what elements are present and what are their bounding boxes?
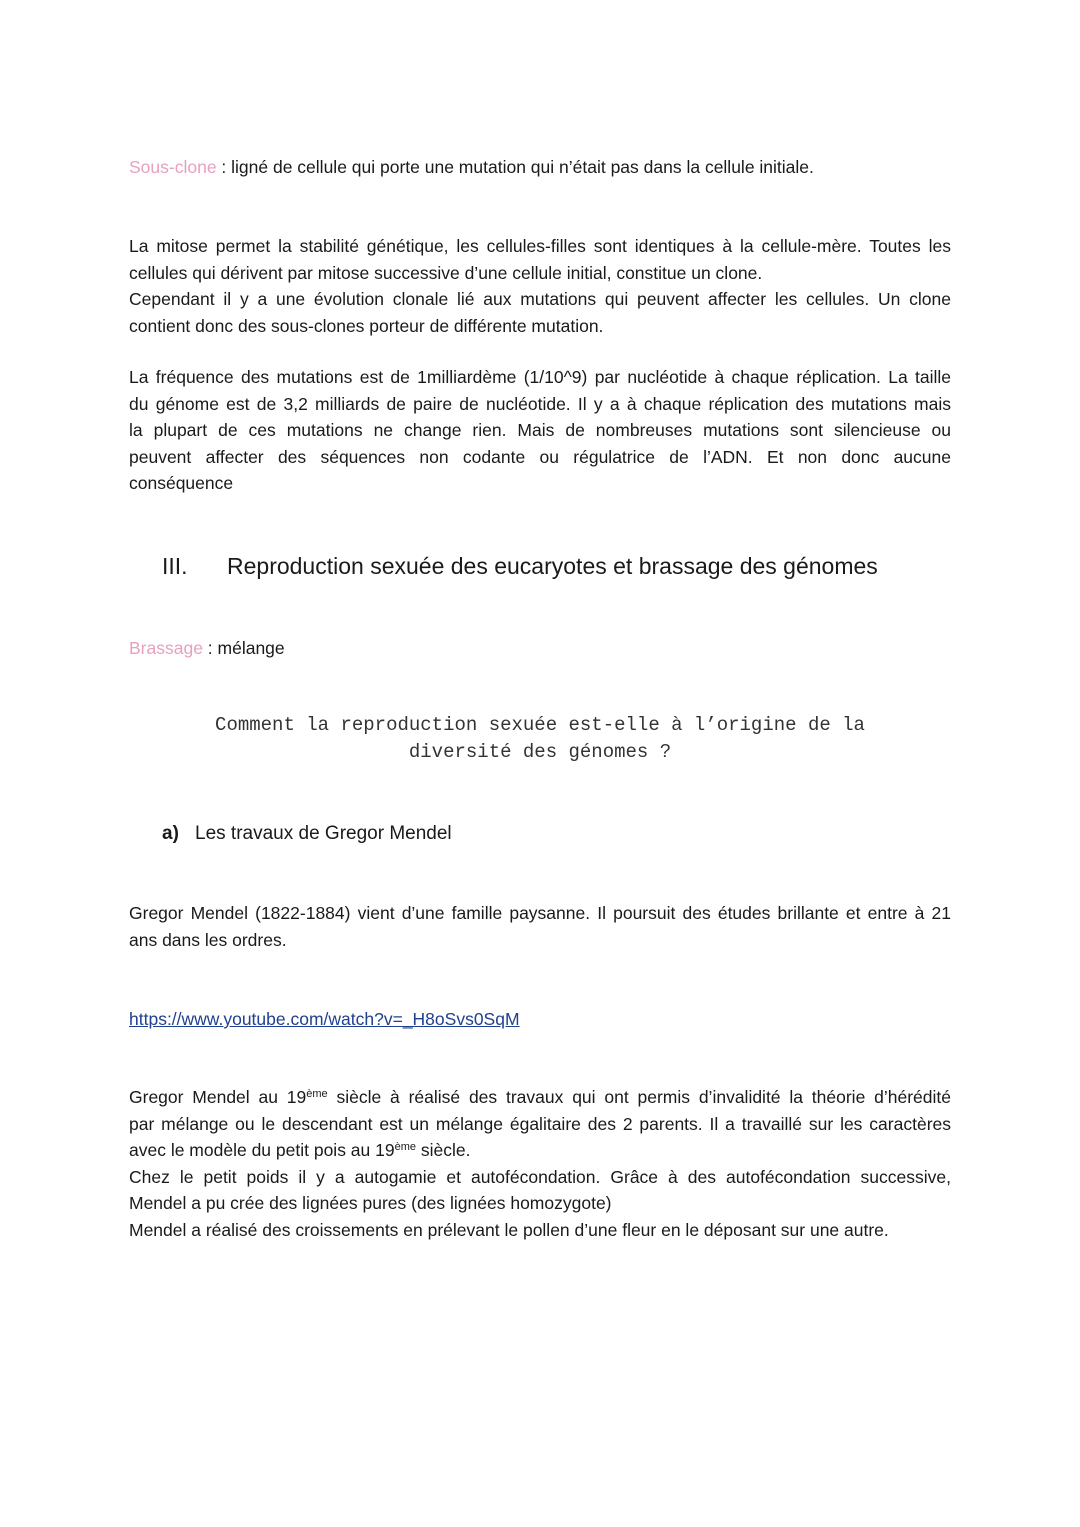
sous-clone-term: Sous-clone <box>129 157 217 177</box>
frequence-line-5: conséquence <box>129 473 234 493</box>
mendel-travaux-line-6: Mendel a réalisé des croissements en prélevant le pollen d’une fleur en le déposant sur une autre. <box>129 1219 889 1240</box>
superscript-eme: ème <box>306 1088 328 1100</box>
mendel-line-1a: Gregor Mendel au 19 <box>129 1087 307 1107</box>
subsection-a-heading <box>162 820 452 848</box>
subsection-a-title: Les travaux de Gregor Mendel <box>195 823 452 844</box>
section-3-title: Reproduction sexuée des eucaryotes et brassage des génomes <box>227 553 878 579</box>
mendel-line-1b: siècle à réalisé des travaux qui ont permis d’invalidité la théorie d’hérédité <box>327 1087 951 1107</box>
mendel-bio-paragraph <box>129 900 951 953</box>
sous-clone-definition <box>129 154 951 181</box>
frequence-line-2: du génome est de 3,2 milliards de paire de nucléotide. Il y a à chaque réplication des mutations mais <box>129 393 951 414</box>
mendel-travaux-line-2: par mélange ou le descendant est un mélange égalitaire des 2 parents. Il a travaillé sur les caractères <box>129 1113 951 1134</box>
frequence-paragraph <box>129 364 951 497</box>
section-3-heading <box>162 550 878 582</box>
question-line-1: Comment la reproduction sexuée est-elle à l’origine de la <box>215 714 865 736</box>
mendel-line-3a: avec le modèle du petit pois au 19 <box>129 1140 395 1160</box>
mendel-travaux-line-1 <box>129 1084 951 1111</box>
mitose-line-4: contient donc des sous-clones porteur de différente mutation. <box>129 315 604 336</box>
superscript-eme: ème <box>394 1141 416 1153</box>
mendel-travaux-line-5: Mendel a pu crée des lignées pures (des lignées homozygote) <box>129 1193 612 1213</box>
subsection-a-letter: a) <box>162 823 179 844</box>
mendel-bio-line-1: Gregor Mendel (1822-1884) vient d’une famille paysanne. Il poursuit des études brillante et entre à 21 <box>129 903 951 923</box>
mitose-line-3: Cependant il y a une évolution clonale lié aux mutations qui peuvent affecter les cellules. Un clone <box>129 289 951 309</box>
mitose-line-1: La mitose permet la stabilité génétique, les cellules-filles sont identiques à la cellule-mère. Toutes les <box>129 236 951 256</box>
mendel-line-3b: siècle. <box>416 1140 471 1160</box>
mendel-bio-line-2: ans dans les ordres. <box>129 929 287 950</box>
frequence-line-3: la plupart de ces mutations ne change rien. Mais de nombreuses mutations sont silencieuse ou <box>129 420 951 440</box>
brassage-text: : mélange <box>202 638 285 658</box>
mitose-line-2: cellules qui dérivent par mitose successive d’une cellule initial, constitue un clone. <box>129 262 763 283</box>
mendel-travaux-line-4: Chez le petit poids il y a autogamie et autofécondation. Grâce à des autofécondation successive, <box>129 1166 951 1187</box>
frequence-line-1: La fréquence des mutations est de 1milliardème (1/10^9) par nucléotide à chaque réplication. La taille <box>129 367 951 387</box>
problematique-question <box>160 712 920 766</box>
sous-clone-text: : ligné de cellule qui porte une mutation qui n’était pas dans la cellule initiale. <box>216 157 814 177</box>
brassage-term: Brassage <box>129 638 203 658</box>
mendel-travaux-line-3 <box>129 1137 951 1164</box>
youtube-video-link[interactable]: https://www.youtube.com/watch?v=_H8oSvs0SqM <box>129 1009 520 1029</box>
mitose-paragraph <box>129 233 951 339</box>
mendel-travaux-paragraph <box>129 1084 951 1243</box>
brassage-definition <box>129 635 951 662</box>
frequence-line-4: peuvent affecter des séquences non codante ou régulatrice de l’ADN. Et non donc aucune <box>129 446 951 467</box>
section-3-number: III. <box>162 553 188 579</box>
question-line-2: diversité des génomes ? <box>408 741 672 763</box>
